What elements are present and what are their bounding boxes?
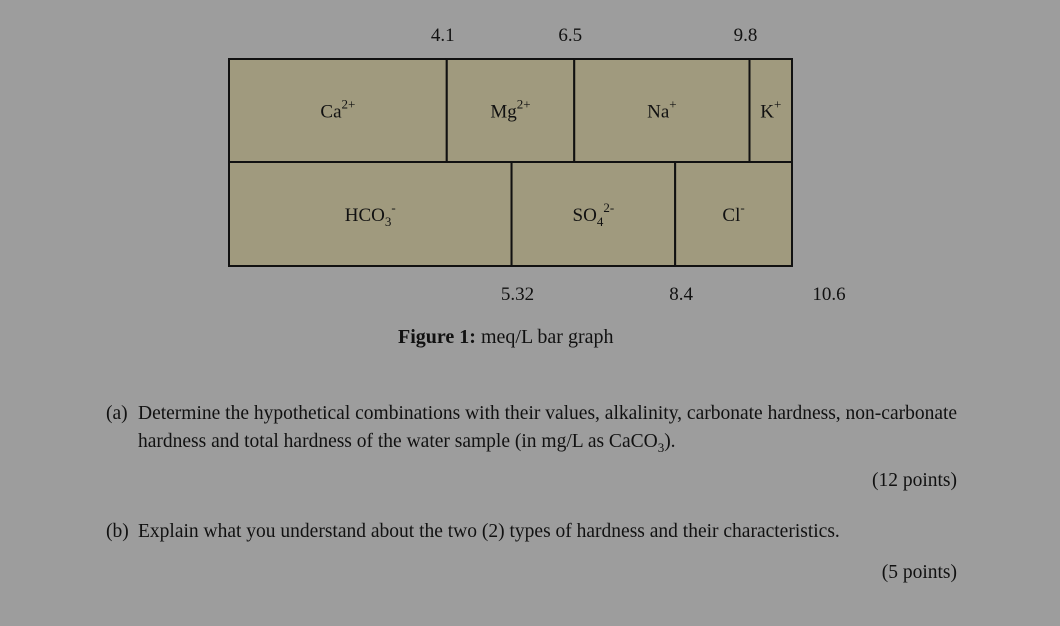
tick-label-anions-0: 5.32 (500, 284, 535, 305)
ion-label-na: Na+ (647, 96, 677, 123)
figure-caption (398, 326, 614, 349)
tick-label-anions-2: 10.6 (812, 284, 846, 305)
question-b-text: Explain what you understand about the two (2) types of hardness and their characteristics. (138, 521, 840, 542)
question-a-marker: (a) (106, 403, 128, 424)
tick-label-cations-2: 9.8 (733, 25, 758, 46)
ion-label-hco: $HCO_3^-$ (344, 200, 396, 229)
question-b (106, 518, 966, 546)
tick-label-cations-0: 4.1 (430, 25, 455, 46)
caption-title: meq/L bar graph (480, 326, 614, 348)
ion-label-cl: Cl- (722, 200, 745, 226)
caption-prefix: Figure 1: (398, 326, 476, 348)
tick-label-anions-1: 8.4 (669, 284, 694, 305)
ion-label-so: $SO_4^{2-}$ (572, 200, 615, 229)
ion-label-ca: $Ca^{2+}$ (320, 96, 356, 123)
ion-label-k: K+ (760, 96, 782, 123)
anion-row (229, 162, 792, 266)
tick-label-cations-1: 6.5 (558, 25, 583, 46)
question-a (106, 400, 966, 462)
question-b-points: (5 points) (881, 562, 957, 583)
question-a-text: Determine the hypothetical combinations with their values, alkalinity, carbonate hardness, non-carbonate hardness and total hardness of the water sample (in mg/L as CaCO$_3$). (138, 403, 958, 455)
question-a-points: (12 points) (871, 470, 957, 491)
question-b-marker: (b) (106, 521, 129, 542)
ion-label-mg: $Mg^{2+}$ (490, 96, 531, 123)
cation-row (229, 59, 792, 162)
